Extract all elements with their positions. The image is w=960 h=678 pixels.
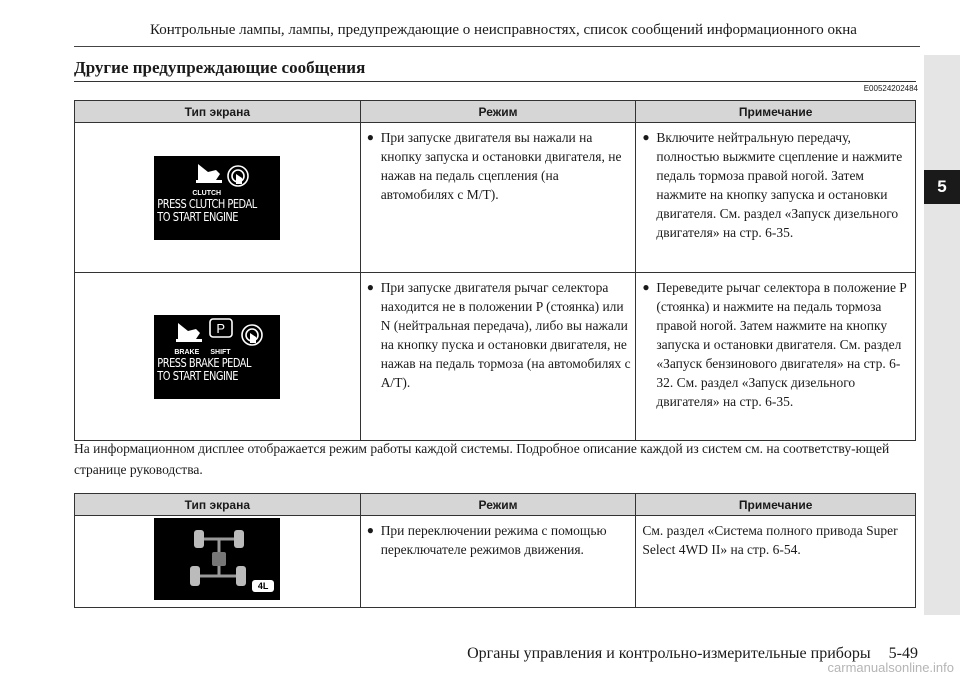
4l-badge: 4L xyxy=(252,580,275,592)
table-header-row xyxy=(75,101,916,123)
running-header: Контрольные лампы, лампы, предупреждающие о неисправностях, список сообщений информационного окна xyxy=(150,22,857,38)
col-header-note: Примечание xyxy=(636,101,916,123)
page-number: 5-49 xyxy=(888,645,918,662)
mode-text: При запуске двигателя вы нажали на кнопку запуска и остановки двигателя, не нажав на педаль сцепления (на автомобилях с M/T). xyxy=(380,130,622,202)
note-cell xyxy=(636,516,916,608)
screen-cell xyxy=(75,273,361,441)
section-divider xyxy=(74,81,916,82)
bullet-dot-icon: ● xyxy=(366,130,374,144)
section-title: Другие предупреждающие сообщения xyxy=(74,58,366,77)
mode-text: При переключении режима с помощью переключателе режимов движения. xyxy=(380,523,607,557)
chapter-side-strip xyxy=(924,55,960,615)
mode-text: При запуске двигателя рычаг селектора находится не в положении P (стоянка) или N (нейтральная передача), либо вы нажали на кнопку пуска и остановки двигателя, не нажав на педаль тормоза (на автомобилях с A/T). xyxy=(380,280,631,390)
screen-cell xyxy=(75,123,361,273)
table-row xyxy=(75,273,916,441)
document-code: E00524202484 xyxy=(863,84,918,93)
info-paragraph: На информационном дисплее отображается режим работы каждой системы. Подробное описание каждой из систем см. на соответству-ющей странице руководства. xyxy=(74,441,890,477)
table-header-row xyxy=(75,494,916,516)
shift-icon-label: SHIFT xyxy=(210,348,231,356)
col-header-mode: Режим xyxy=(360,101,636,123)
footer-chapter-title: Органы управления и контрольно-измерительные приборы xyxy=(467,645,871,662)
display-line-2: TO START ENGINE xyxy=(157,368,239,383)
col-header-screen: Тип экрана xyxy=(75,494,361,516)
brake-icon-label: BRAKE xyxy=(174,348,200,356)
note-text: См. раздел «Система полного привода Super Select 4WD II» на стр. 6-54. xyxy=(642,523,898,557)
note-text: Переведите рычаг селектора в положение P (стоянка) и нажмите на педаль тормоза правой ногой. Затем нажмите на кнопку запуска и остановки двигателя. См. раздел «Запуск бензинового двигателя» на стр. 6-32. См. раздел «Запуск дизельного двигателя» на стр. 6-35. xyxy=(656,280,907,409)
chapter-tab[interactable]: 5 xyxy=(924,170,960,204)
shift-p-label: P xyxy=(216,320,226,336)
bullet-dot-icon: ● xyxy=(366,280,374,294)
foot-pedal-icon xyxy=(176,323,202,342)
clutch-warning-display xyxy=(154,156,280,240)
col-header-mode: Режим xyxy=(360,494,636,516)
bullet-dot-icon: ● xyxy=(642,280,650,294)
table-row xyxy=(75,516,916,608)
note-cell xyxy=(636,273,916,441)
4wd-mode-display xyxy=(154,518,280,600)
note-cell xyxy=(636,123,916,273)
watermark: carmanualsonline.info xyxy=(827,660,954,675)
table-row xyxy=(75,123,916,273)
mode-cell xyxy=(360,516,636,608)
display-line-2: TO START ENGINE xyxy=(157,209,239,224)
brake-warning-display xyxy=(154,315,280,399)
bullet-dot-icon: ● xyxy=(642,130,650,144)
col-header-screen: Тип экрана xyxy=(75,101,361,123)
screen-cell xyxy=(75,516,361,608)
header-divider xyxy=(74,46,920,47)
display-line-1: PRESS CLUTCH PEDAL xyxy=(157,196,258,211)
display-line-1: PRESS BRAKE PEDAL xyxy=(157,355,252,370)
mode-cell xyxy=(360,123,636,273)
mode-cell xyxy=(360,273,636,441)
warning-messages-table xyxy=(74,100,916,441)
col-header-note: Примечание xyxy=(636,494,916,516)
note-text: Включите нейтральную передачу, полностью выжмите сцепление и нажмите педаль тормоза правой ногой. Затем нажмите на кнопку запуска и остановки двигателя. См. раздел «Запуск дизельного двигателя» на стр. 6-35. xyxy=(656,130,903,240)
clutch-icon-label: CLUTCH xyxy=(192,189,222,197)
drive-mode-table xyxy=(74,493,916,608)
bullet-dot-icon: ● xyxy=(366,523,374,537)
